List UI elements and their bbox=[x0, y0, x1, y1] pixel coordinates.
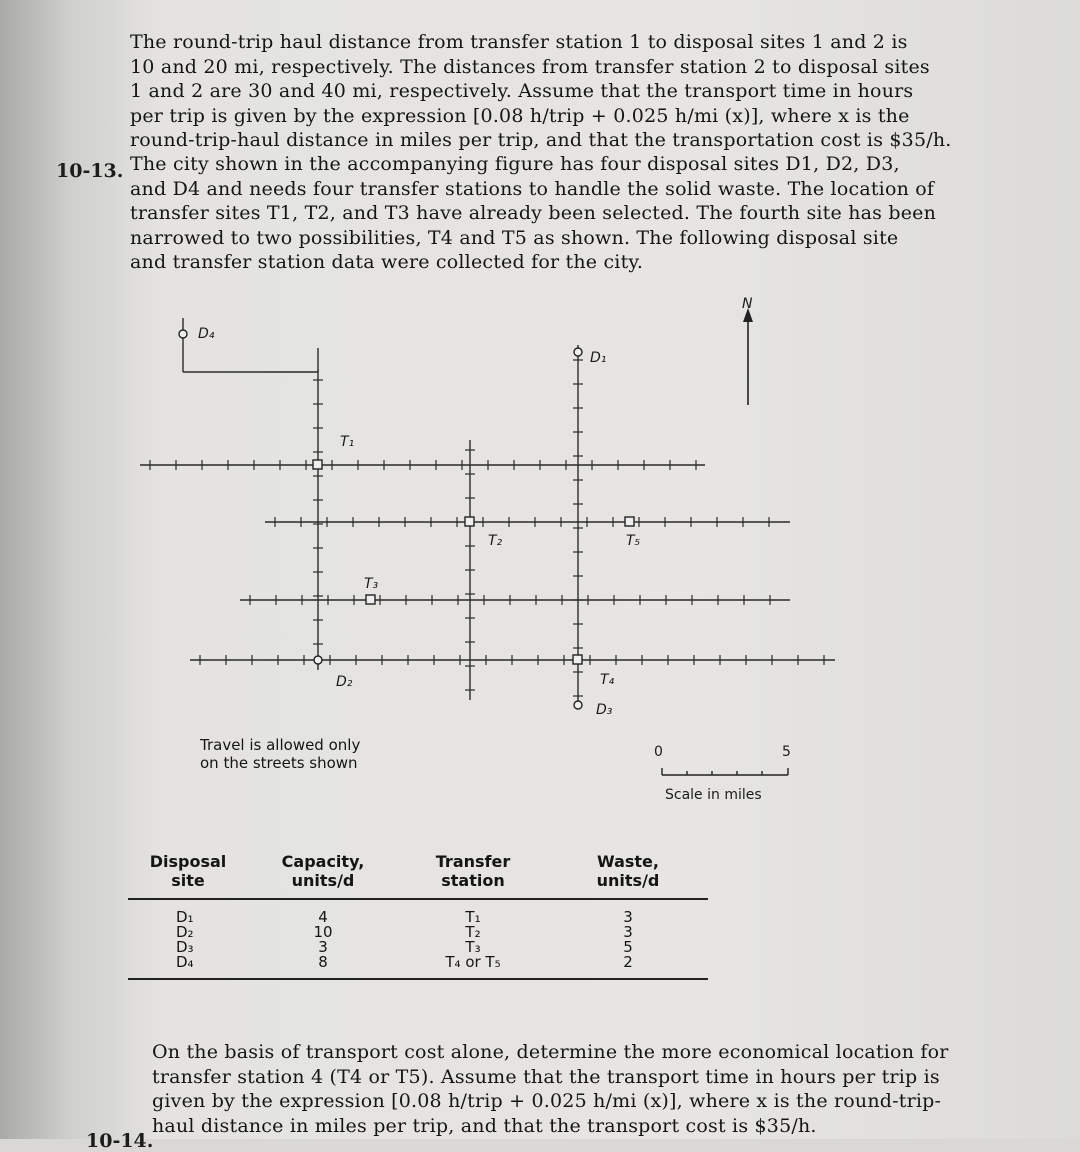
cell-site: D₄ bbox=[128, 955, 248, 979]
label-t3: T₃ bbox=[364, 576, 379, 592]
text-line: On the basis of transport cost alone, determine the more economical location for bbox=[152, 1041, 949, 1063]
label-d2: D₂ bbox=[336, 674, 353, 690]
cell-capacity: 4 bbox=[318, 908, 328, 926]
transfer-station-t1-marker bbox=[313, 460, 322, 469]
table-row bbox=[128, 955, 708, 979]
disposal-site-d3-marker bbox=[574, 701, 582, 709]
transfer-station-t4-marker bbox=[573, 655, 582, 664]
label-d3: D₃ bbox=[596, 702, 613, 718]
cell-site: D₁ bbox=[176, 908, 194, 926]
disposal-site-d1-marker bbox=[574, 348, 582, 356]
cell-waste: 3 bbox=[623, 923, 633, 941]
cell-station: T₁ bbox=[465, 908, 481, 926]
text-line: and transfer station data were collected for the city. bbox=[130, 251, 644, 273]
label-t2: T₂ bbox=[488, 533, 503, 549]
note-line: on the streets shown bbox=[200, 754, 358, 772]
col-header-disposal-site: Disposal site bbox=[128, 852, 248, 899]
text-line: narrowed to two possibilities, T4 and T5 as shown. The following disposal site bbox=[130, 226, 899, 249]
col-header-waste: Waste, units/d bbox=[548, 852, 708, 899]
scale-bar bbox=[662, 768, 788, 775]
note-line: Travel is allowed only bbox=[200, 736, 361, 754]
disposal-site-d4-marker bbox=[179, 330, 187, 338]
text-line: given by the expression [0.08 h/trip + 0.025 h/mi (x)], where x is the round-trip- bbox=[152, 1090, 942, 1112]
label-d1: D₁ bbox=[590, 350, 607, 366]
cell-capacity: 8 bbox=[248, 955, 398, 979]
disposal-site-d2-marker bbox=[314, 656, 322, 664]
table-row bbox=[128, 940, 708, 955]
cell-station: T₂ bbox=[465, 923, 481, 941]
cell-capacity: 3 bbox=[318, 938, 328, 956]
top-paragraph bbox=[130, 30, 1030, 153]
text-line: haul distance in miles per trip, and that the transport cost is $35/h. bbox=[152, 1114, 817, 1137]
col-header-transfer-station: Transfer station bbox=[398, 852, 548, 899]
scale-end: 5 bbox=[782, 744, 791, 760]
text-line: round-trip-haul distance in miles per trip, and that the transportation cost is $35/h. bbox=[130, 129, 952, 151]
label-t1: T₁ bbox=[340, 434, 355, 450]
cell-site: D₂ bbox=[176, 923, 194, 941]
text-line: The round-trip haul distance from transfer station 1 to disposal sites 1 and 2 is bbox=[130, 31, 908, 53]
table-row bbox=[128, 925, 708, 940]
text-line: transfer sites T1, T2, and T3 have already been selected. The fourth site has been bbox=[130, 202, 937, 224]
text-line: 1 and 2 are 30 and 40 mi, respectively. Assume that the transport time in hours bbox=[130, 80, 914, 102]
scale-start: 0 bbox=[654, 744, 663, 760]
site-data-table bbox=[128, 852, 708, 980]
problem-number: 10-13. bbox=[56, 160, 124, 182]
transfer-station-t5-marker bbox=[625, 517, 634, 526]
cell-station: T₄ or T₅ bbox=[398, 955, 548, 979]
label-t4: T₄ bbox=[600, 672, 615, 688]
cell-waste: 3 bbox=[623, 908, 633, 926]
question-paragraph bbox=[152, 1040, 1052, 1138]
label-t5: T₅ bbox=[626, 533, 641, 549]
north-label: N bbox=[742, 296, 753, 312]
text-line: per trip is given by the expression [0.08 h/trip + 0.025 h/mi (x)], where x is the bbox=[130, 104, 910, 127]
transfer-station-t2-marker bbox=[465, 517, 474, 526]
north-arrow bbox=[743, 308, 753, 405]
text-line: The city shown in the accompanying figure has four disposal sites D1, D2, D3, bbox=[130, 153, 900, 175]
cell-capacity: 10 bbox=[313, 923, 333, 941]
label-d4: D₄ bbox=[198, 326, 215, 342]
problem-statement bbox=[130, 152, 1030, 275]
street-ticks bbox=[150, 360, 824, 696]
cell-site: D₃ bbox=[176, 938, 194, 956]
text-line: and D4 and needs four transfer stations to handle the solid waste. The location of bbox=[130, 177, 935, 200]
cell-waste: 5 bbox=[623, 938, 633, 956]
table-header-row bbox=[128, 852, 708, 899]
table-row bbox=[128, 899, 708, 925]
col-header-capacity: Capacity, units/d bbox=[248, 852, 398, 899]
travel-note bbox=[200, 736, 360, 772]
next-problem-number: 10-14. bbox=[86, 1130, 154, 1152]
transfer-station-t3-marker bbox=[366, 595, 375, 604]
cell-station: T₃ bbox=[465, 938, 481, 956]
cell-waste: 2 bbox=[548, 955, 708, 979]
scale-label: Scale in miles bbox=[665, 787, 762, 803]
text-line: transfer station 4 (T4 or T5). Assume that the transport time in hours per trip is bbox=[152, 1065, 940, 1088]
text-line: 10 and 20 mi, respectively. The distances from transfer station 2 to disposal sites bbox=[130, 55, 930, 78]
